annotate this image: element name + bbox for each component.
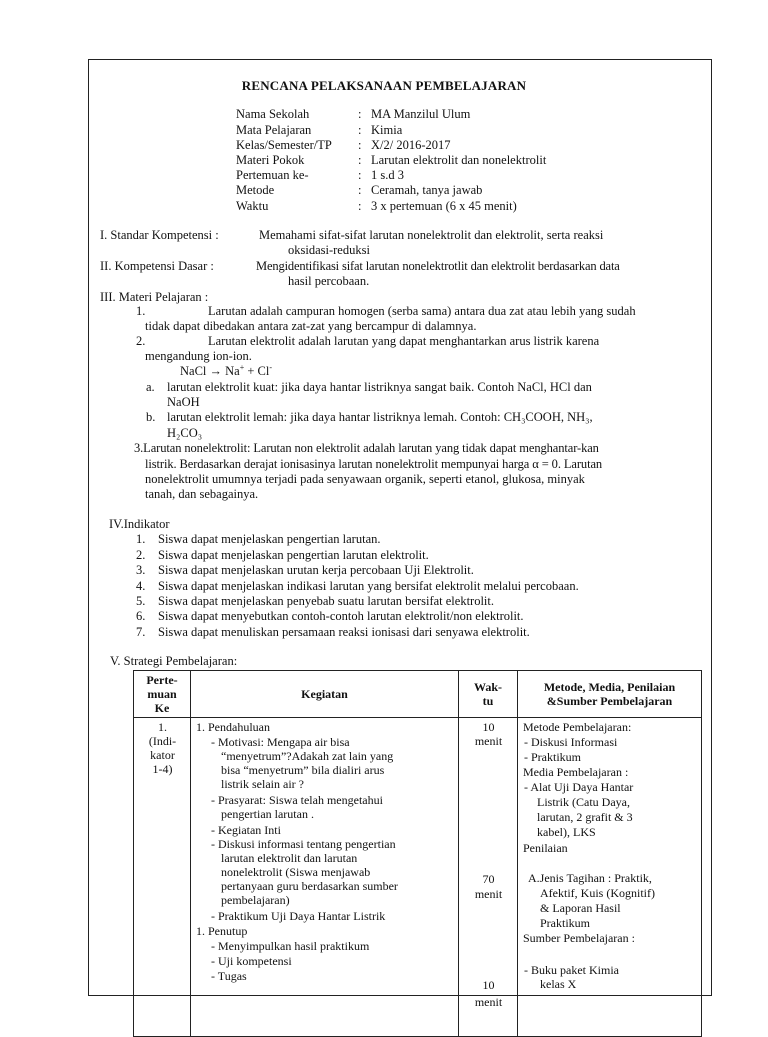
metode-line: Metode Pembelajaran: [523,720,632,734]
metode-line: - Buku paket Kimia [524,963,619,977]
header-waktu-line: tu [482,694,494,708]
kd-text-line1: Mengidentifikasi sifat larutan nonelektrotlit dan elektrolit berdasarkan data [256,259,620,273]
list-item-number: 1. [136,532,146,546]
ionization-equation [180,364,272,379]
identity-label: Kelas/Semester/TP [236,138,332,152]
materi-p2-line1: Larutan elektrolit adalah larutan yang dapat menghantarkan arus listrik karena [208,334,600,348]
pertemuan-line: (Indi- [148,734,177,748]
table-header-row [134,671,702,718]
strategi-heading: V. Strategi Pembelajaran: [110,654,238,668]
metode-line: kelas X [540,977,577,991]
materi-a-line1: larutan elektrolit kuat: jika daya hantar listriknya sangat baik. Contoh NaCl, HCl dan [167,380,592,394]
sk-label: I. Standar Kompetensi : [100,228,219,242]
waktu-number: 10 [482,720,495,734]
waktu-unit: menit [474,734,503,748]
kegiatan-line: - Praktikum Uji Daya Hantar Listrik [211,909,386,923]
header-metode-line: Metode, Media, Penilaian [543,680,676,694]
materi-p1-number: 1. [136,304,146,318]
header-metode-line: &Sumber Pembelajaran [546,694,673,708]
cell-metode [518,718,702,1037]
identity-label: Pertemuan ke- [236,168,309,182]
eq-anion: + Cl [244,364,270,378]
identity-colon: : [358,199,362,213]
header-pertemuan-line: Ke [154,701,170,715]
header-pertemuan-line: muan [147,687,177,701]
kegiatan-line: - Tugas [211,969,247,983]
kegiatan-line: - Prasyarat: Siswa telah mengetahui [211,793,383,807]
list-item-number: 5. [136,594,146,608]
cell-kegiatan [191,718,459,1037]
kegiatan-line: “menyetrum”?Adakah zat lain yang [221,749,394,763]
materi-label: III. Materi Pelajaran : [100,290,209,304]
identity-colon: : [358,138,362,152]
eq-reactant: NaCl [180,364,207,378]
header-pertemuan [134,671,191,718]
identity-colon: : [358,153,362,167]
identity-label: Waktu [236,199,269,213]
kegiatan-line: - Diskusi informasi tentang pengertian [211,837,396,851]
materi-p3-line2: listrik. Berdasarkan derajat ionisasinya larutan nonelektrolit mempunyai harga α = 0. Larutan [145,457,603,471]
metode-line: - Diskusi Informasi [524,735,618,749]
identity-colon: : [358,183,362,197]
list-item: Siswa dapat menjelaskan penyebab suatu larutan bersifat elektrolit. [158,594,494,608]
metode-line: Praktikum [540,916,590,930]
identity-value: Larutan elektrolit dan nonelektrolit [371,153,547,167]
eq-minus-charge: - [269,362,273,372]
header-metode [518,671,702,718]
materi-p2-number: 2. [136,334,146,348]
list-item: Siswa dapat menjelaskan pengertian larutan elektrolit. [158,548,429,562]
waktu-number: 10 [482,978,495,992]
kegiatan-line: - Uji kompetensi [211,954,292,968]
document-title: RENCANA PELAKSANAAN PEMBELAJARAN [241,78,527,93]
metode-line: kabel), LKS [537,825,596,839]
arrow-icon: → [209,364,223,378]
materi-a-line2: NaOH [167,395,200,409]
kegiatan-line: - Motivasi: Mengapa air bisa [211,735,350,749]
kegiatan-line: 1. Pendahuluan [196,720,270,734]
cell-pertemuan [134,718,191,1037]
sk-text-line1: Memahami sifat-sifat larutan nonelektrolit dan elektrolit, serta reaksi [259,228,604,242]
identity-value: 1 s.d 3 [371,168,404,182]
metode-line: Penilaian [523,841,568,855]
list-item: Siswa dapat menyebutkan contoh-contoh larutan elektrolit/non elektrolit. [158,609,524,623]
list-item-number: 7. [136,625,146,639]
identity-colon: : [358,107,362,121]
kegiatan-line: larutan elektrolit dan larutan [221,851,358,865]
materi-p3-line4: tanah, dan sebagainya. [145,487,259,501]
kegiatan-line: pembelajaran) [221,893,290,907]
waktu-number: 70 [482,872,495,886]
materi-p1-line2: tidak dapat dibedakan antara zat-zat yang bercampur di dalamnya. [145,319,477,333]
identity-value: 3 x pertemuan (6 x 45 menit) [371,199,517,213]
identity-label: Materi Pokok [236,153,305,167]
eq-cation: Na [225,364,240,378]
identity-colon: : [358,168,362,182]
list-item: Siswa dapat menjelaskan indikasi larutan yang bersifat elektrolit melalui percobaan. [158,579,579,593]
kd-text-line2: hasil percobaan. [288,274,370,288]
identity-value: MA Manzilul Ulum [371,107,471,121]
header-pertemuan-line: Perte- [146,673,178,687]
list-item-number: 4. [136,579,146,593]
identity-value: Kimia [371,123,403,137]
indikator-heading: IV.Indikator [109,517,170,531]
materi-b-mark: b. [146,410,156,424]
metode-line: Media Pembelajaran : [523,765,629,779]
header-kegiatan: Kegiatan [191,671,459,718]
kegiatan-line: pengertian larutan . [221,807,314,821]
header-waktu [459,671,518,718]
kegiatan-line: - Kegiatan Inti [211,823,281,837]
identity-value: X/2/ 2016-2017 [371,138,451,152]
pertemuan-line: 1-4) [152,762,173,776]
metode-line: & Laporan Hasil [540,901,621,915]
kegiatan-line: nonelektrolit (Siswa menjawab [221,865,371,879]
identity-value: Ceramah, tanya jawab [371,183,483,197]
list-item-number: 2. [136,548,146,562]
materi-p3-line1: 3.Larutan nonelektrolit: Larutan non elektrolit adalah larutan yang tidak dapat menghantar-kan [134,441,599,455]
identity-colon: : [358,123,362,137]
metode-line: Listrik (Catu Daya, [537,795,630,809]
materi-p3-line3: nonelektrolit umumnya terjadi pada senyawaan organik, seperti etanol, glukosa, minyak [145,472,585,486]
list-item: Siswa dapat menuliskan persamaan reaksi ionisasi dari senyawa elektrolit. [158,625,530,639]
metode-line: Sumber Pembelajaran : [523,931,635,945]
pertemuan-line: 1. [158,720,167,734]
metode-line: - Alat Uji Daya Hantar [524,780,634,794]
materi-p1-line1: Larutan adalah campuran homogen (serba sama) antara dua zat atau lebih yang sudah [208,304,636,318]
list-item: Siswa dapat menjelaskan pengertian larutan. [158,532,381,546]
kegiatan-line: - Menyimpulkan hasil praktikum [211,939,370,953]
kegiatan-line: pertanyaan guru berdasarkan sumber [221,879,398,893]
list-item-number: 6. [136,609,146,623]
kd-label: II. Kompetensi Dasar : [100,259,214,273]
eq-plus-charge: + [239,362,245,372]
identity-label: Nama Sekolah [236,107,310,121]
metode-line: - Praktikum [524,750,581,764]
strategi-table [133,670,702,1037]
metode-line: Afektif, Kuis (Kognitif) [540,886,655,900]
pertemuan-line: kator [150,748,175,762]
waktu-unit: menit [474,887,503,901]
cell-waktu [459,718,518,1037]
kegiatan-line: bisa “menyetrum” bila dialiri arus [221,763,385,777]
metode-line: larutan, 2 grafit & 3 [537,810,633,824]
materi-p2-line2: mengandung ion-ion. [145,349,252,363]
kegiatan-line: 1. Penutup [196,924,248,938]
list-item-number: 3. [136,563,146,577]
table-row [134,718,702,1037]
identity-label: Metode [236,183,275,197]
waktu-unit: menit [474,995,503,1009]
header-waktu-line: Wak- [473,680,502,694]
sk-text-line2: oksidasi-reduksi [288,243,370,257]
identity-label: Mata Pelajaran [236,123,312,137]
list-item: Siswa dapat menjelaskan urutan kerja percobaan Uji Elektrolit. [158,563,474,577]
metode-line: A.Jenis Tagihan : Praktik, [528,871,652,885]
materi-a-mark: a. [146,380,155,394]
kegiatan-line: listrik selain air ? [221,777,304,791]
materi-b-line1: larutan elektrolit lemah: jika daya hantar listriknya lemah. Contoh: CH₃COOH, NH₃, [167,410,593,424]
materi-b-line2: H₂CO₃ [167,426,203,440]
